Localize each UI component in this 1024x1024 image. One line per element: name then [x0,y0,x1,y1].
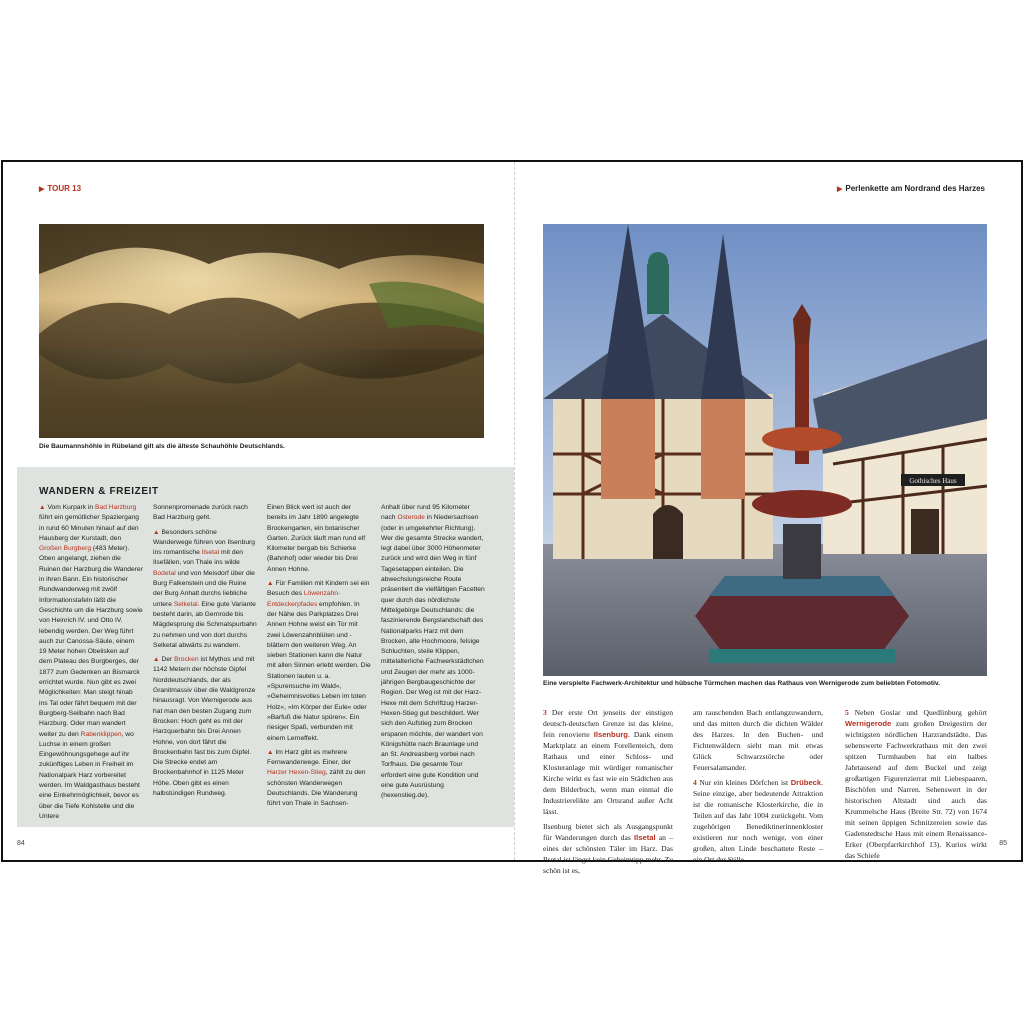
item-number: 5 [845,708,849,717]
box-title: WANDERN & FREIZEIT [39,486,159,497]
page-number-left: 84 [17,840,25,847]
paragraph [543,821,673,876]
wernigerode-town-hall-photo [543,224,987,676]
paragraph [267,579,371,744]
paragraph [153,655,257,799]
text: . Eine gute Variante besteht darin, ab Gernrode bis Mägdesprung die Schmalspurbahn zu nehmen und von dort durchs Selketal abwärts zu wandern. [153,600,257,649]
running-head [837,184,985,193]
tour-label-text: TOUR 13 [47,184,82,193]
page-number-right: 85 [999,840,1007,847]
triangle-icon: ▶ [837,186,843,193]
box-column-2 [153,503,257,803]
tour-label [39,184,81,193]
text: Ilsenburg bietet sich als Ausgangspunkt für Wanderungen durch das [543,822,673,842]
paragraph [153,528,257,652]
running-head-text: Perlenkette am Nordrand des Harzes [845,184,985,193]
text: Anhalt über rund 95 Kilometer nach [381,504,470,522]
link-bad-harzburg: Bad Harzburg [95,504,137,511]
box-column-1 [39,503,143,826]
hiking-boot-icon: ▲ [39,504,46,511]
text: Nur ein kleines Dörfchen ist [696,778,791,787]
right-column-3 [845,707,987,865]
link-brocken: Brocken [174,656,199,664]
text: in Niedersachsen (oder in umgekehrter Richtung). Wer die gesamte Strecke wandert, legt dabei über 3000 Höhenmeter zurück und wird den Weg in fünf Tagesetappen einteilen. Die abwechslungsreiche Route präsentiert die vielfältigen Facetten quer durch das nördlichste Mittelgebirge Deutschlands: die faszinierende Bergslandschaft des Nationalparks Harz mit dem Brocken, alte Hochmoore, felsige Schluchten, steile Klippen, mittelalterliche Fachwerkstädtchen und Zeugen der mehr als 1000-jährigen Bergbaugeschichte der Region. Der Weg ist mit der Harz-Hexe mit dem Schriftzug Harzer-Hexen-Stieg gut beschildert. Wer sich den Aufstieg zum Brocken ersparen möchte, der wandert von Königshütte nach Braunlage und an St. Andreasberg vorbei nach Torfhaus. Die gesamte Tour erfordert eine gute Kondition und eine gute Ausrüstung (hexenstieg.de). [381,514,485,800]
text: führt ein gemütlicher Spaziergang in rund 60 Minuten hinauf auf den Hausberg der Kurstadt, den [39,514,139,542]
link-loewenzahn-entdeckerpfad: Löwenzahn-Entdeckerpfades [267,590,341,608]
paragraph: am rauschenden Bach entlangzuwandern, und das mitten durch die dichten Wälder des Harzes. In den Buchen- und Fichtenwäldern sieht man mit etwas Glück Schwarzstörche oder Feuersalamander. [693,708,823,772]
text: . Dank einem Marktplatz an einem Forellenteich, dem Rathaus und einer Schloss- und Klosteranlage mit würdiger romanischer Kirche wirkt es fast wie ein Städtchen aus dem Bilderbuch, wenn man einmal die Industrierelikte am Ortsrand außer Acht lässt. [543,730,673,816]
cave-photo [39,224,484,438]
text: Der erste Ort jenseits der einstigen deutsch-deutschen Grenze ist das kleine, fein renovierte [543,708,673,739]
text: zum großen Dreigestirn der wichtigsten nördlichen Harzrandstädte. Das sehenswerte Fachwerkrathaus mit den zwei spitzen Turmhauben hat ein halbes Jahrtausend auf dem Buckel und zeigt großartigen Figurenzierrat mit Liebespaaren, Bischöfen und Narren. Sehenswert in der historischen Altstadt sind auch das Krummelsche Haus (Breite Str. 72) von 1674 mit seinen üppigen Schnitzereien sowie das Gadenstedtsche Haus mit einem Renaissance-Erker (Oberpfarrkirchhof 13). Kurios wirkt das Schiefe [845,719,987,860]
text: an – eines der schönsten Täler im Harz. Das Ilsetal ist längst kein Geheimtipp mehr. Zu schön ist es, [543,833,673,875]
item-number: 4 [693,778,697,787]
link-wernigerode: Wernigerode [845,719,892,728]
wandern-freizeit-box [17,467,514,827]
link-grosser-burgberg: Großen Burgberg [39,545,92,553]
link-rabenklippen: Rabenklippen [80,730,122,738]
town-hall-photo-caption: Eine verspielte Fachwerk-Architektur und hübsche Türmchen machen das Rathaus von Wernigerode zum beliebten Fotomotiv. [543,680,940,687]
paragraph [845,707,987,861]
text: , zählt zu den schönsten Wanderwegen Deutschlands. Die Wanderung führt von Thale in Sachsen- [267,769,366,808]
train-icon: ▲ [153,656,160,664]
box-column-4 [381,503,485,806]
link-harzer-hexen-stieg: Harzer Hexen-Stieg [267,769,326,777]
paragraph [543,707,673,817]
triangle-icon: ▶ [39,186,45,193]
text: Für Familien mit Kindern sei ein Besuch des [267,580,370,598]
right-column-1 [543,707,673,880]
text: Neben Goslar und Quedlinburg gehört [848,708,987,717]
right-column-2 [693,707,823,869]
paragraph [693,777,823,865]
text: , wo Luchse in einem großen Eingewöhnungsgehege auf ihr zukünftiges Leben in Freiheit im Nationalpark Harz vorbereitet werden. Im Waldgasthaus besteht eine Einkehrmöglichkeit, bevor es über die Tiefe Kohlstelle und die Untere [39,730,140,820]
town-hall-illustration [543,224,987,676]
paragraph [267,748,371,810]
link-bodetal: Bodetal [153,569,176,577]
text: empfohlen. In der Nähe des Parkplatzes Drei Annen Hohne weist ein Tor mit zwei Löwenzahnblüten und -blättern den weiteren Weg. An sieben Stationen kann die Natur mit allen Sinnen erlebt werden. Die Stationen lauten u. a. »Spurensuche im Wald«, »Geheimnisvolles Leben im toten Holz«, »Im Körper der Eule« oder »Barfuß die Natur spüren«. Ein riesiger Spaß, verbunden mit einem Lerneffekt. [267,600,371,742]
book-spread [1,160,1023,875]
text: Besonders schöne Wanderwege führen von Ilsenburg ins romantische [153,528,255,557]
link-ilsetal: Ilsetal [634,833,656,842]
text: Vom Kurpark in [47,504,96,511]
link-ilsetal: Ilsetal [201,549,220,557]
link-selketal: Selketal [173,600,198,608]
cave-photo-caption: Die Baumannshöhle in Rübeland gilt als die älteste Schauhöhle Deutschlands. [39,443,285,450]
box-column-3 [267,503,371,814]
text: . Seine einzige, aber bedeutende Attraktion ist die romanische Klosterkirche, die in Teilen auf das Jahr 1004 zurückgeht. Vom zugehörigen Benediktinerinnenkloster existieren nur noch wenige, von einer großen, alten Linde beschattete Reste – ein Ort der Stille. [693,778,823,864]
text: und von Meisdorf über die Burg Falkenstein und die Ruine der Burg Anhalt durchs liebliche untere [153,569,255,608]
sign-text: Gothisches Haus [909,477,957,485]
hiking-boot-icon: ▲ [153,528,160,536]
text: mit den Ilsefällen, von Thale ins wilde [153,549,243,567]
link-osterode: Osterode [397,514,425,522]
link-druebeck: Drübeck [790,778,822,787]
witch-icon: ▲ [267,748,274,756]
item-number: 3 [543,708,547,717]
text: Im Harz gibt es mehrere Fernwanderwege. Einer, der [267,748,352,767]
text: Der [161,656,175,664]
paragraph: Sonnenpromenade zurück nach Bad Harzburg geht. [153,504,248,522]
text: ist Mythos und mit 1142 Metern der höchste Gipfel Norddeutschlands, der als Granitmassiv über die Waldgrenze hinausragt. Von Wernigerode aus hat man den besten Zugang zum Brocken: Hoch geht es mit der Harzquerbahn bis Drei Annen Hohne, von dort fährt die Brockenbahn fast bis zum Gipfel. Die Strecke endet am Brockenbahnhof in 1125 Meter Höhe. Oben gibt es einen halbstündigen Rundweg. [153,656,256,798]
paragraph [39,503,143,822]
paragraph [381,503,485,802]
text: (483 Meter). Oben angelangt, ziehen die Ruinen der Harzburg die Wanderer in ihren Bann. Ein historischer Rundwanderweg mit zwölf Informationstafeln läßt die Geschichte um die Harzburg sowie von Heinrich IV. und Otto IV. lebendig werden. Der Weg führt auch zur Canossa-Säule, einem 19 Meter hohen Obelisken auf dem Plateau des Burgberges, der 1877 zum Gedenken an Bismarck errichtet wurde. Nun gibt es zwei Möglichkeiten: Man steigt hinab ins Tal oder fährt bequem mit der Burgberg-Seilbahn nach Bad Harzburg. Oder man wandert weiter zu den [39,545,143,738]
link-ilsenburg: Ilsenburg [593,730,628,739]
gutter [514,162,515,860]
paragraph: Einen Blick wert ist auch der bereits im Jahr 1890 angelegte Brockengarten, ein botanischer Garten. Zurück läuft man rund elf Kilometer bergab bis Schierke (Bahnhof) oder wieder bis Drei Annen Hohne. [267,504,366,573]
family-icon: ▲ [267,580,274,588]
cave-illustration [39,224,484,438]
